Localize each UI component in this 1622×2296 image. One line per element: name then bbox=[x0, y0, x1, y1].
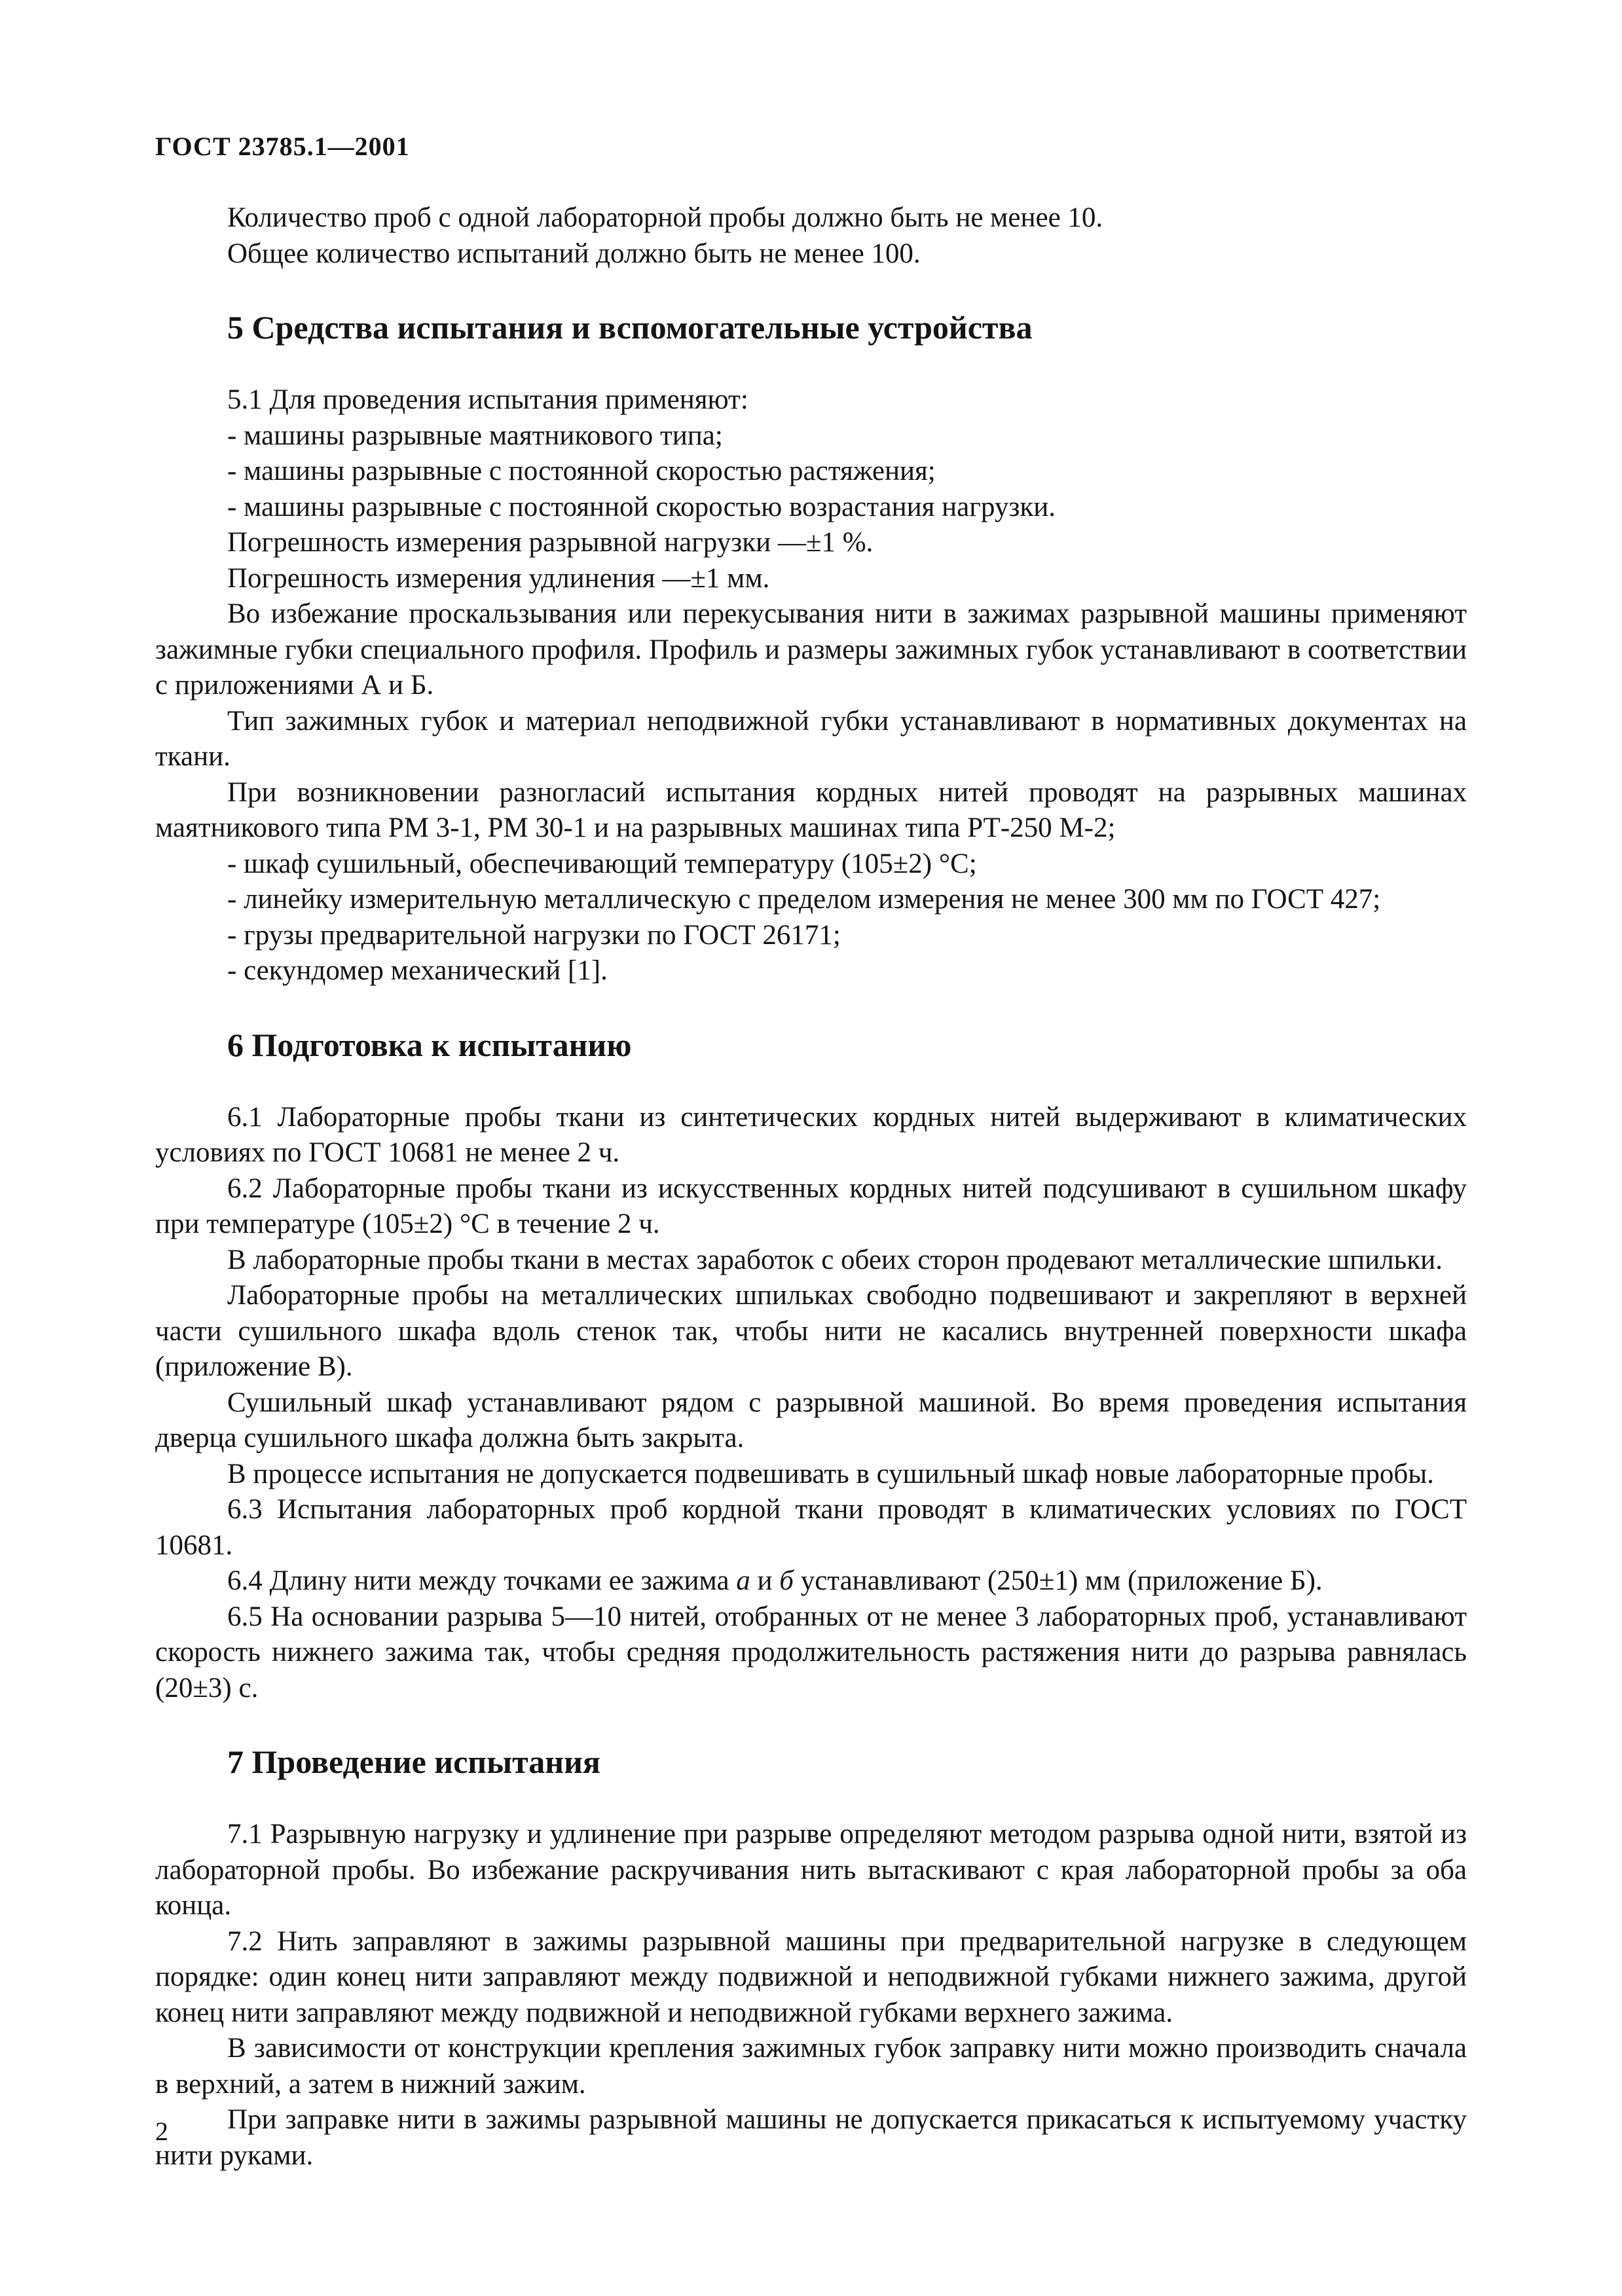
paragraph: 7.1 Разрывную нагрузку и удлинение при разрыве определяют методом разрыва одной нити, взятой из лабораторной пробы. Во избежание раскручивания нить вытаскивают с края лабораторной пробы за оба конца. bbox=[155, 1819, 1467, 1921]
paragraph: 5.1 Для проведения испытания применяют: bbox=[227, 384, 748, 415]
paragraph bbox=[155, 1563, 1467, 1599]
paragraph: Во избежание проскальзывания или перекусывания нити в зажимах разрывной машины применяют зажимные губки специального профиля. Профиль и размеры зажимных губок устанавливают в соответствии с приложениями А и Б. bbox=[155, 598, 1467, 701]
italic-letter: а bbox=[736, 1565, 750, 1596]
paragraph: При возникновении разногласий испытания кордных нитей проводят на разрывных машинах маятникового типа РМ 3-1, РМ 30-1 и на разрывных машинах типа РТ-250 М-2; bbox=[155, 776, 1467, 843]
section-heading-6: 6 Подготовка к испытанию bbox=[227, 1026, 632, 1063]
paragraph: Лабораторные пробы на металлических шпильках свободно подвешивают и закрепляют в верхней части сушильного шкафа вдоль стенок так, чтобы нити не касались внутренней поверхности шкафа (приложение В). bbox=[155, 1280, 1467, 1382]
paragraph: 6.5 На основании разрыва 5—10 нитей, отобранных от не менее 3 лабораторных проб, устанавливают скорость нижнего зажима так, чтобы средняя продолжительность растяжения нити до разрыва равнялась (20±3) с. bbox=[155, 1601, 1467, 1704]
list-item: - машины разрывные маятникового типа; bbox=[227, 420, 723, 451]
paragraph: Тип зажимных губок и материал неподвижной губки устанавливают в нормативных документах на ткани. bbox=[155, 705, 1467, 772]
document-body bbox=[155, 200, 1467, 2174]
paragraph: При заправке нити в зажимы разрывной машины не допускается прикасаться к испытуемому участку нити руками. bbox=[155, 2104, 1467, 2171]
list-item: - шкаф сушильный, обеспечивающий температуру (105±2) °С; bbox=[227, 848, 977, 879]
paragraph: Количество проб с одной лабораторной пробы должно быть не менее 10. bbox=[227, 202, 1103, 233]
list-item: - грузы предварительной нагрузки по ГОСТ 26171; bbox=[227, 919, 841, 951]
section-heading-7: 7 Проведение испытания bbox=[227, 1743, 600, 1780]
text-run: и bbox=[750, 1565, 780, 1596]
page-number: 2 bbox=[155, 2117, 168, 2146]
paragraph: 6.2 Лабораторные пробы ткани из искусственных кордных нитей подсушивают в сушильном шкафу при температуре (105±2) °С в течение 2 ч. bbox=[155, 1173, 1467, 1239]
paragraph: Сушильный шкаф устанавливают рядом с разрывной машиной. Во время проведения испытания дверца сушильного шкафа должна быть закрыта. bbox=[155, 1387, 1467, 1453]
list-item: - машины разрывные с постоянной скоростью растяжения; bbox=[227, 456, 936, 486]
paragraph: В лабораторные пробы ткани в местах заработок с обеих сторон продевают металлические шпильки. bbox=[227, 1244, 1443, 1275]
list-item: - секундомер механический [1]. bbox=[227, 955, 608, 986]
paragraph: В процессе испытания не допускается подвешивать в сушильный шкаф новые лабораторные пробы. bbox=[227, 1458, 1434, 1489]
paragraph: 6.3 Испытания лабораторных проб кордной ткани проводят в климатических условиях по ГОСТ 10681. bbox=[155, 1494, 1467, 1561]
text-run: 6.4 Длину нити между точками ее зажима bbox=[227, 1565, 737, 1596]
paragraph: 6.1 Лабораторные пробы ткани из синтетических кордных нитей выдерживают в климатических условиях по ГОСТ 10681 не менее 2 ч. bbox=[155, 1101, 1467, 1168]
text-run: устанавливают (250±1) мм (приложение Б). bbox=[793, 1565, 1323, 1596]
paragraph: В зависимости от конструкции крепления зажимных губок заправку нити можно производить сначала в верхний, а затем в нижний зажим. bbox=[155, 2033, 1467, 2100]
section-heading-5: 5 Средства испытания и вспомогательные устройства bbox=[227, 309, 1033, 346]
paragraph: 7.2 Нить заправляют в зажимы разрывной машины при предварительной нагрузке в следующем порядке: один конец нити заправляют между подвижной и неподвижной губками нижнего зажима, другой конец нити заправляют между подвижной и неподвижной губками верхнего зажима. bbox=[155, 1925, 1467, 2028]
list-item: - линейку измерительную металлическую с пределом измерения не менее 300 мм по ГОСТ 427; bbox=[227, 884, 1381, 915]
italic-letter: б bbox=[779, 1565, 794, 1596]
paragraph: Погрешность измерения удлинения —±1 мм. bbox=[227, 562, 770, 594]
list-item: - машины разрывные с постоянной скоростью возрастания нагрузки. bbox=[227, 491, 1056, 522]
paragraph: Общее количество испытаний должно быть не менее 100. bbox=[227, 238, 921, 269]
document-header: ГОСТ 23785.1—2001 bbox=[155, 132, 410, 161]
paragraph: Погрешность измерения разрывной нагрузки —±1 %. bbox=[227, 527, 874, 558]
